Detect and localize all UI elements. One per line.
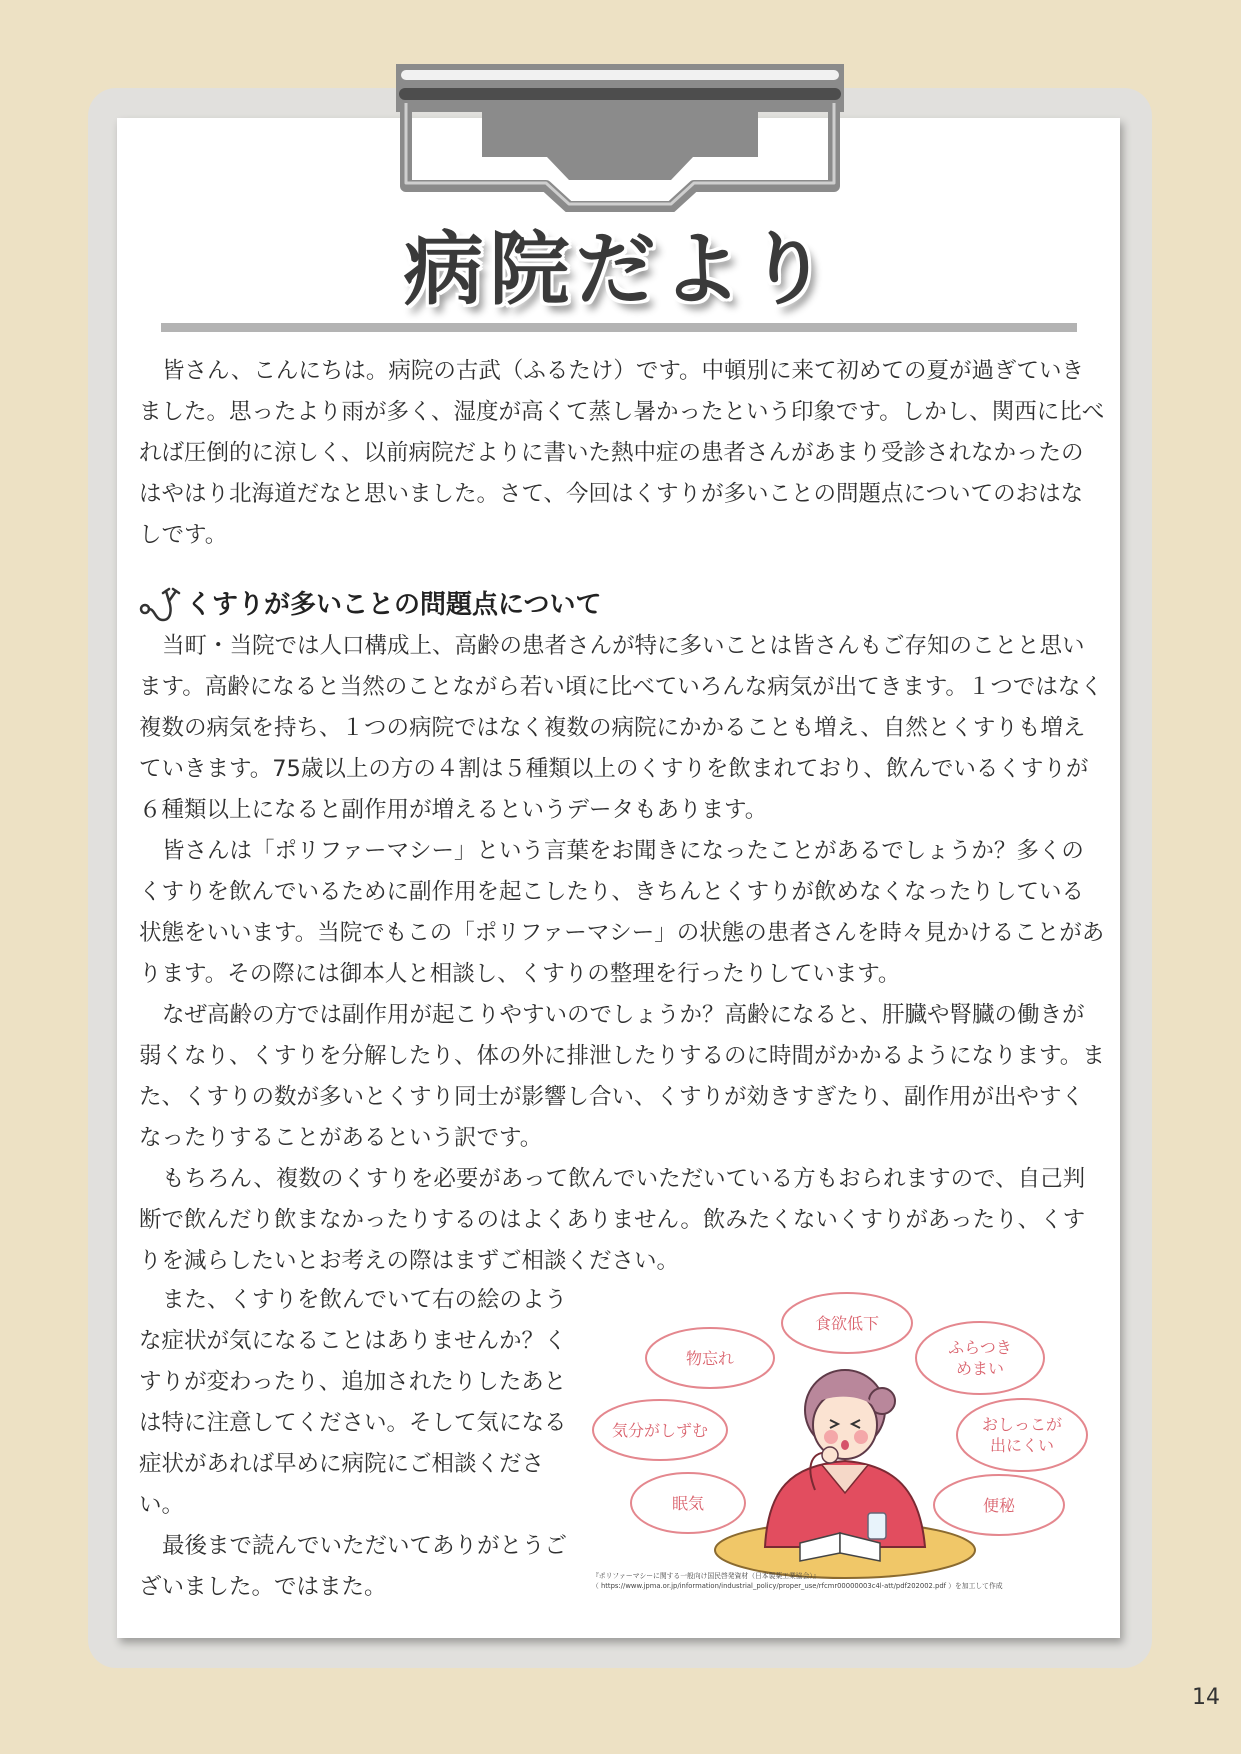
- speech-bubble: [916, 1322, 1044, 1394]
- symptom-paragraph: また、くすりを飲んでいて右の絵のような症状が気になることはありませんか？くすりが変わったり、追加されたりしたあとは特に注意してください。そして気になる症状があれば早めに病院にご相談ください。: [139, 1287, 568, 1518]
- symptom-urination-2: 出にくい: [989, 1436, 1055, 1455]
- symptom-appetite-loss: 食欲低下: [814, 1314, 880, 1333]
- closing-paragraph: 最後まで読んでいただいてありがとうございました。ではまた。: [139, 1533, 568, 1600]
- intro-paragraph: 皆さん、こんにちは。病院の古武（ふるたけ）です。中頓別に来て初めての夏が過ぎていきました。思ったより雨が多く、湿度が高くて蒸し暑かったという印象です。しかし、関西に比べれば圧倒的に涼しく、以前病院だよりに書いた熱中症の患者さんがあまり受診されなかったのはやはり北海道だなと思いました。さて、今回はくすりが多いことの問題点についてのおはなしです。: [139, 358, 1105, 548]
- speech-bubble: [957, 1399, 1087, 1471]
- illustration-caption: [592, 1571, 1092, 1591]
- symptom-forgetfulness: 物忘れ: [685, 1349, 735, 1368]
- symptom-dizziness: めまい: [955, 1359, 1005, 1378]
- stethoscope-icon: [138, 580, 184, 624]
- body-paragraph: もちろん、複数のくすりを必要があって飲んでいただいている方もおられますので、自己判断で飲んだり飲まなかったりするのはよくありません。飲みたくないくすりがあったり、くすりを減らしたいとお考えの際はまずご相談ください。: [139, 1166, 1086, 1274]
- elderly-woman-figure: [715, 1370, 975, 1578]
- newsletter-title: 病院だより: [403, 223, 834, 316]
- body-paragraph: 皆さんは「ポリファーマシー」という言葉をお聞きになったことがあるでしょうか？多くのくすりを飲んでいるために副作用を起こしたり、きちんとくすりが飲めなくなったりしている状態をいいます。当院でもこの「ポリファーマシー」の状態の患者さんを時々見かけることがあります。その際には御本人と相談し、くすりの整理を行ったりしています。: [139, 838, 1105, 987]
- symptom-constipation: 便秘: [982, 1496, 1016, 1515]
- caption-source: 『ポリファーマシーに関する一般向け国民啓発資材（日本製薬工業協会）』: [592, 1572, 820, 1580]
- symptoms-illustration: [590, 1285, 1090, 1595]
- section-heading: [138, 580, 601, 624]
- body-paragraph: 当町・当院では人口構成上、高齢の患者さんが特に多いことは皆さんもご存知のことと思います。高齢になると当然のことながら若い頃に比べていろんな病気が出てきます。１つではなく複数の病気を持ち、１つの病院ではなく複数の病院にかかることも増え、自然とくすりも増えていきます。75歳以上の方の４割は５種類以上のくすりを飲まれており、飲んでいるくすりが６種類以上になると副作用が増えるというデータもあります。: [139, 633, 1103, 823]
- caption-url: （ https://www.jpma.or.jp/information/industrial_policy/proper_use/rfcmr00000003c4l-att/pdf202002.pdf ）を加工して作成: [592, 1582, 1003, 1590]
- section-heading-text: くすりが多いことの問題点について: [186, 589, 602, 620]
- clipboard-clip: [393, 62, 847, 212]
- body-paragraph: なぜ高齢の方では副作用が起こりやすいのでしょうか？高齢になると、肝臓や腎臓の働きが弱くなり、くすりを分解したり、体の外に排泄したりするのに時間がかかるようになります。また、くすりの数が多いとくすり同士が影響し合い、くすりが効きすぎたり、副作用が出やすくなったりすることがあるという訳です。: [139, 1002, 1105, 1151]
- symptom-drowsiness: 眠気: [671, 1494, 705, 1513]
- page-number: 14: [1192, 1685, 1220, 1710]
- closing-text: [139, 1280, 571, 1608]
- article-body: [139, 626, 1105, 1282]
- symptom-unsteadiness: ふらつき: [948, 1338, 1012, 1357]
- title-divider: [161, 323, 1077, 332]
- symptom-low-mood: 気分がしずむ: [611, 1421, 709, 1440]
- symptom-urination-1: おしっこが: [981, 1415, 1063, 1434]
